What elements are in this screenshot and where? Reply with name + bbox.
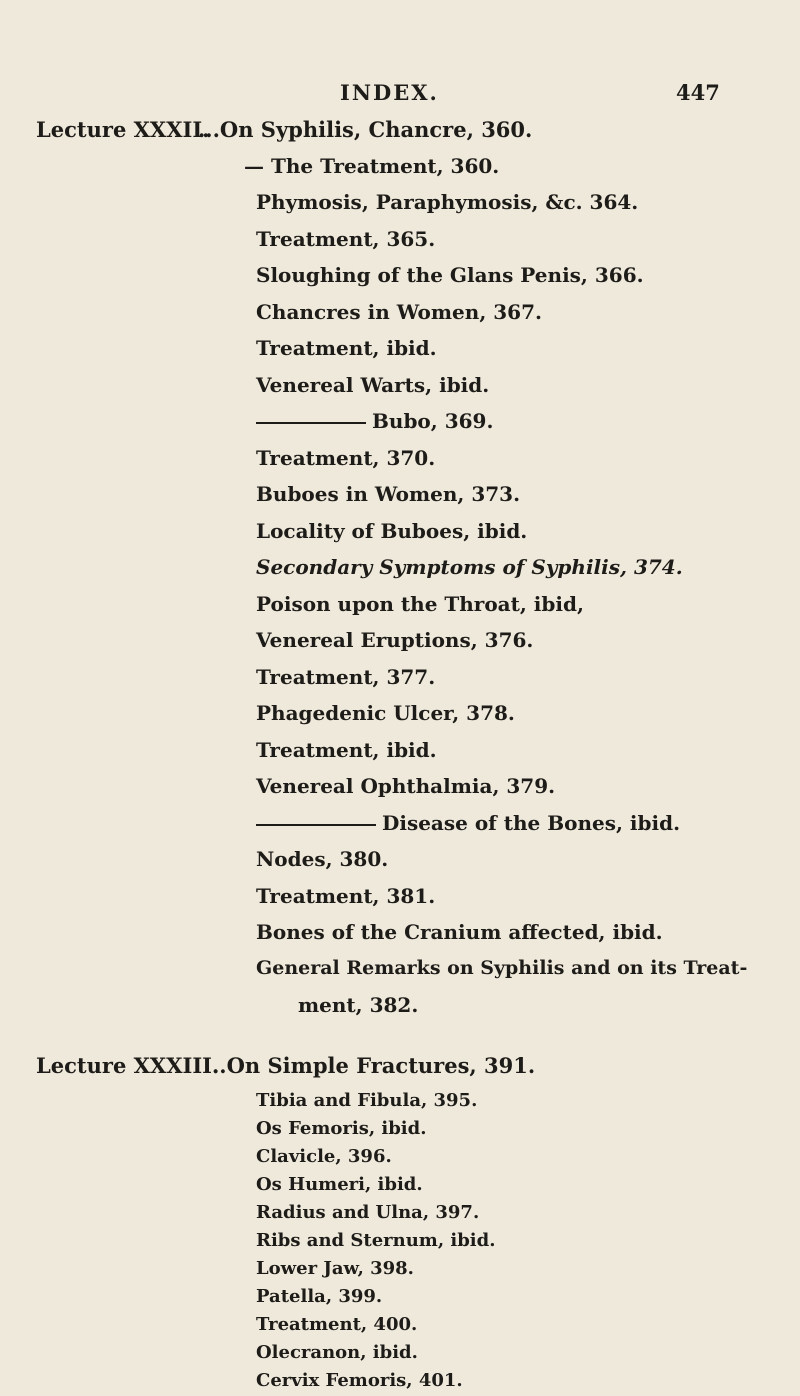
index-entry: Treatment, 400. bbox=[256, 1314, 418, 1335]
index-entry: General Remarks on Syphilis and on its Treat- bbox=[256, 957, 748, 979]
index-entry: Venereal Eruptions, 376. bbox=[256, 628, 534, 652]
index-entry-with-dash bbox=[256, 409, 493, 433]
index-entry: Treatment, ibid. bbox=[256, 738, 437, 762]
index-entry: Ribs and Sternum, ibid. bbox=[256, 1230, 496, 1251]
index-entry: — The Treatment, 360. bbox=[244, 154, 500, 178]
index-entry: Treatment, 365. bbox=[256, 227, 436, 251]
ditto-dash bbox=[256, 824, 376, 826]
index-entry: Lower Jaw, 398. bbox=[256, 1258, 414, 1279]
index-entry: Sloughing of the Glans Penis, 366. bbox=[256, 263, 644, 287]
index-entry: Os Femoris, ibid. bbox=[256, 1118, 427, 1139]
lecture-32-label: Lecture XXXII. bbox=[36, 117, 210, 142]
index-entry: Phymosis, Paraphymosis, &c. 364. bbox=[256, 190, 639, 214]
index-entry: Tibia and Fibula, 395. bbox=[256, 1090, 478, 1111]
index-entry: Venereal Warts, ibid. bbox=[256, 373, 490, 397]
index-entry: Chancres in Women, 367. bbox=[256, 300, 542, 324]
page-title: INDEX. bbox=[340, 80, 439, 105]
index-entry-with-dash bbox=[256, 811, 680, 835]
index-entry: Treatment, 370. bbox=[256, 446, 436, 470]
index-entry: ..On Simple Fractures, 391. bbox=[212, 1053, 536, 1078]
index-entry: Secondary Symptoms of Syphilis, 374. bbox=[256, 555, 683, 579]
index-entry: Venereal Ophthalmia, 379. bbox=[256, 774, 556, 798]
index-entry: Clavicle, 396. bbox=[256, 1146, 392, 1167]
index-entry: Treatment, ibid. bbox=[256, 336, 437, 360]
index-entry: Buboes in Women, 373. bbox=[256, 482, 521, 506]
index-entry: Locality of Buboes, ibid. bbox=[256, 519, 528, 543]
ditto-dash bbox=[256, 422, 366, 424]
index-entry: Radius and Ulna, 397. bbox=[256, 1202, 480, 1223]
index-entry: ...On Syphilis, Chancre, 360. bbox=[198, 117, 533, 142]
index-entry: ment, 382. bbox=[298, 993, 419, 1017]
index-entry: Poison upon the Throat, ibid, bbox=[256, 592, 584, 616]
index-entry: Os Humeri, ibid. bbox=[256, 1174, 423, 1195]
index-entry: Cervix Femoris, 401. bbox=[256, 1370, 463, 1391]
index-entry: Treatment, 377. bbox=[256, 665, 436, 689]
index-entry-text: Bubo, 369. bbox=[372, 409, 494, 433]
index-entry-text: Disease of the Bones, ibid. bbox=[382, 811, 681, 835]
index-entry: Patella, 399. bbox=[256, 1286, 383, 1307]
index-entry: Olecranon, ibid. bbox=[256, 1342, 418, 1363]
index-entry: Bones of the Cranium affected, ibid. bbox=[256, 920, 663, 944]
index-entry: Phagedenic Ulcer, 378. bbox=[256, 701, 515, 725]
index-entry: Treatment, 381. bbox=[256, 884, 436, 908]
lecture-33-label: Lecture XXXIII. bbox=[36, 1053, 220, 1078]
page-number: 447 bbox=[676, 80, 720, 105]
index-entry: Nodes, 380. bbox=[256, 847, 389, 871]
page-header bbox=[0, 80, 800, 120]
